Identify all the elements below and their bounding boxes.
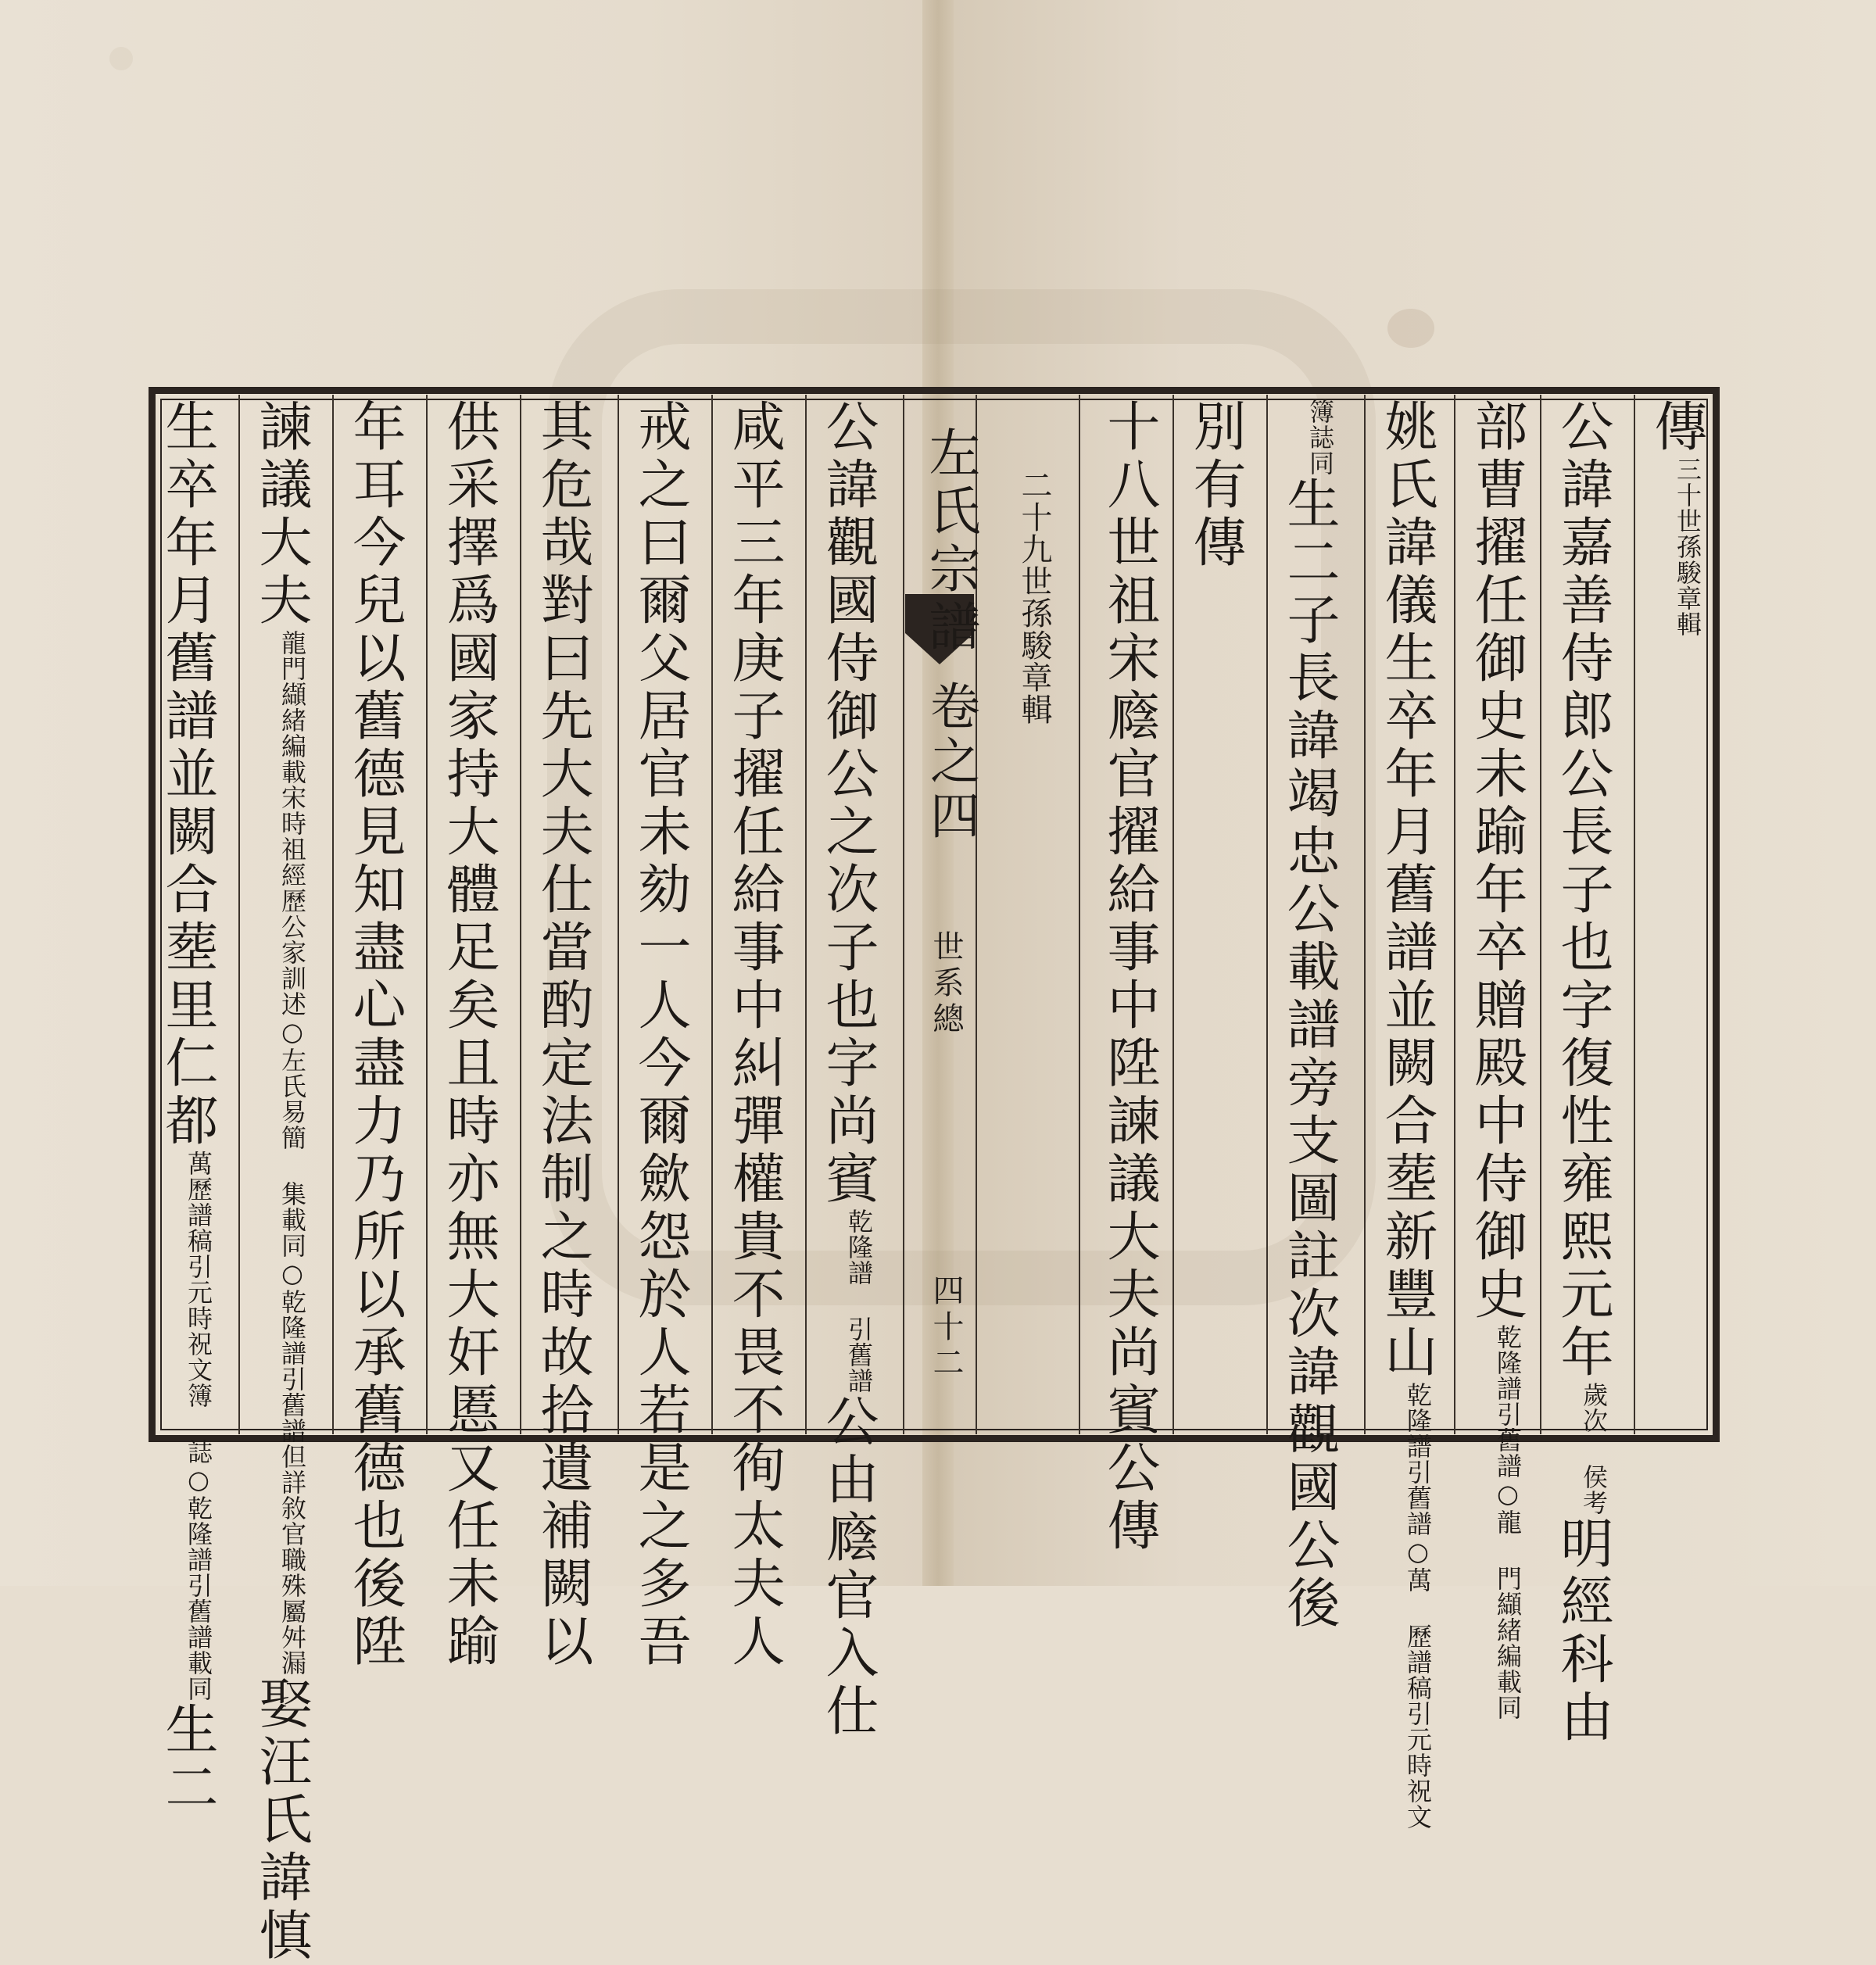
text-column-c14 xyxy=(344,399,406,1671)
text-column-c16 xyxy=(156,399,218,1817)
text-run: 年耳今兒以舊德見知盡心盡力乃所以承舊德也後陞 xyxy=(344,399,406,1671)
annotation-note: 三十世孫駿章輯 xyxy=(1673,456,1702,637)
section-label: 世系總 xyxy=(928,930,964,1038)
column-rule xyxy=(805,395,807,1434)
text-run: 娶汪氏諱慎 xyxy=(250,1676,312,1965)
text-column-c1 xyxy=(1645,399,1707,637)
book-title: 左氏宗譜 xyxy=(920,426,980,657)
volume-label: 卷之四 xyxy=(922,680,979,844)
text-run: 其危哉對曰先大夫仕當酌定法制之時故拾遺補闕以 xyxy=(532,399,593,1671)
annotation-note: 二十九世孫駿章輯 xyxy=(1016,469,1052,725)
annotation-note: 歲次 侯考 xyxy=(1579,1382,1609,1516)
text-run: 傳 xyxy=(1645,399,1707,456)
text-column-c9 xyxy=(817,399,879,1741)
text-column-c13 xyxy=(438,399,499,1671)
text-column-c2 xyxy=(1552,399,1613,1747)
page-stain xyxy=(109,47,133,70)
text-run: 十八世祖宋廕官擢給事中陞諫議大夫尚賓公傳 xyxy=(1098,399,1160,1555)
column-rule xyxy=(520,395,521,1434)
column-rule xyxy=(1079,395,1080,1434)
column-rule xyxy=(332,395,334,1434)
column-rule xyxy=(426,395,428,1434)
text-run: 生二 xyxy=(156,1702,218,1817)
column-rule xyxy=(711,395,713,1434)
text-column-c12 xyxy=(532,399,593,1671)
text-run: 咸平三年庚子擢任給事中糾彈權貴不畏不徇太夫人 xyxy=(723,399,785,1671)
text-run: 公由廕官入仕 xyxy=(817,1394,879,1741)
text-run: 部曹擢任御史未踰年卒贈殿中侍御史 xyxy=(1466,399,1527,1324)
text-run: 諫議大夫 xyxy=(250,399,312,630)
text-column-c6 xyxy=(1184,399,1246,572)
text-run: 生二子長諱竭忠公載譜旁支圖註次諱觀國公後 xyxy=(1278,476,1340,1633)
annotation-note: 乾隆譜 引舊譜 xyxy=(844,1208,874,1394)
text-column-c7 xyxy=(1016,469,1052,725)
column-rule xyxy=(618,395,619,1434)
column-rule xyxy=(1172,395,1174,1434)
text-column-c8 xyxy=(1098,399,1160,1555)
annotation-note: 乾隆譜引舊譜○龍 門纈緒編載同 xyxy=(1493,1324,1523,1720)
text-run: 明經科由 xyxy=(1552,1516,1613,1747)
text-column-c11 xyxy=(629,399,691,1671)
column-rule xyxy=(1454,395,1455,1434)
text-column-c10 xyxy=(723,399,785,1671)
text-run: 別有傳 xyxy=(1184,399,1246,572)
text-run: 公諱觀國侍御公之次子也字尚賓 xyxy=(817,399,879,1208)
annotation-note: 乾隆譜引舊譜○萬 歷譜稿引元時祝文 xyxy=(1403,1382,1433,1830)
annotation-note: 萬歷譜稿引元時祝文簿 誌○乾隆譜引舊譜載同 xyxy=(184,1151,213,1702)
column-rule xyxy=(1634,395,1635,1434)
text-run: 生卒年月舊譜並闕合塟里仁都 xyxy=(156,399,218,1151)
column-rule xyxy=(1540,395,1541,1434)
text-run: 姚氏諱儀生卒年月舊譜並闕合塟新豐山 xyxy=(1376,399,1437,1382)
text-column-c4 xyxy=(1376,399,1437,1830)
text-column-c5 xyxy=(1278,399,1340,1633)
text-run: 公諱嘉善侍郎公長子也字復性雍熙元年 xyxy=(1552,399,1613,1382)
text-column-c3 xyxy=(1466,399,1527,1720)
column-rule xyxy=(1364,395,1366,1434)
page-stain xyxy=(1387,309,1434,348)
column-rule xyxy=(238,395,240,1434)
column-rule xyxy=(1266,395,1268,1434)
text-column-c15 xyxy=(250,399,312,1965)
page-number: 四十二 xyxy=(928,1274,964,1382)
text-run: 供采擇爲國家持大體足矣且時亦無大奸慝又任未踰 xyxy=(438,399,499,1671)
annotation-note: 龍門纈緒編載宋時祖經歷公家訓述○左氏易簡 集載同○乾隆譜引舊譜但詳敘官職殊屬舛漏 xyxy=(277,630,307,1676)
annotation-note: 簿誌同 xyxy=(1305,399,1335,476)
text-run: 戒之曰爾父居官未劾一人今爾歛怨於人若是之多吾 xyxy=(629,399,691,1671)
